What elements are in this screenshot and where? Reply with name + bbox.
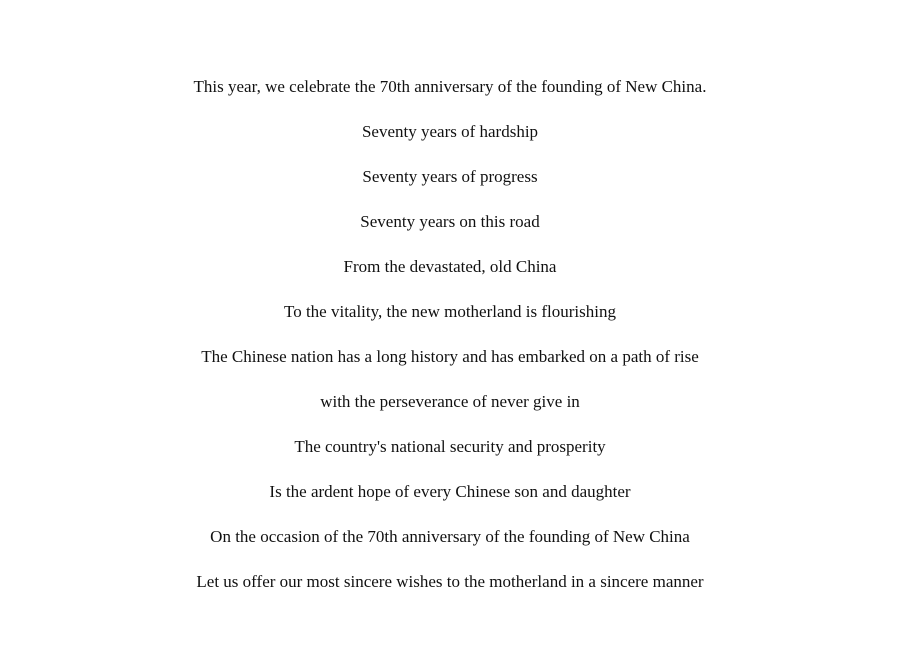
text-line-4: Seventy years on this road — [360, 212, 540, 231]
text-line-12: Let us offer our most sincere wishes to the motherland in a sincere manner — [196, 572, 704, 591]
text-line-10: Is the ardent hope of every Chinese son and daughter — [269, 482, 631, 501]
text-line-7: The Chinese nation has a long history and has embarked on a path of rise — [201, 347, 699, 366]
text-line-6: To the vitality, the new motherland is flourishing — [284, 302, 616, 321]
text-line-11: On the occasion of the 70th anniversary of the founding of New China — [210, 527, 690, 546]
text-line-9: The country's national security and prosperity — [294, 437, 606, 456]
text-line-2: Seventy years of hardship — [361, 122, 539, 141]
poem-text-block — [0, 76, 900, 616]
text-line-8: with the perseverance of never give in — [320, 392, 580, 411]
text-line-3: Seventy years of progress — [362, 167, 538, 186]
text-line-5: From the devastated, old China — [343, 257, 557, 276]
text-line-1: This year, we celebrate the 70th anniversary of the founding of New China. — [193, 77, 707, 96]
